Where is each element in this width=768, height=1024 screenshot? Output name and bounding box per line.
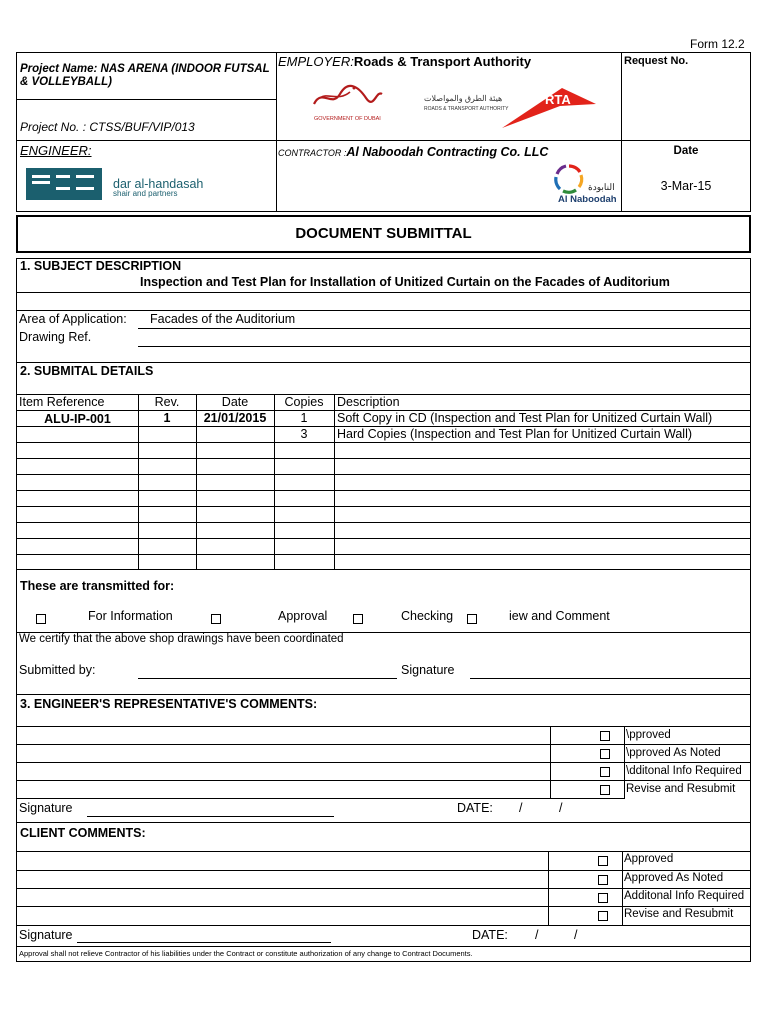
row2-description: Hard Copies (Inspection and Test Plan for Unitized Curtain Wall) xyxy=(337,427,693,441)
date-label: Date xyxy=(673,145,699,157)
client-revise-resubmit-label: Revise and Resubmit xyxy=(624,908,734,920)
project-number: Project No. : CTSS/BUF/VIP/013 xyxy=(20,120,195,134)
review-and-comment-label: iew and Comment xyxy=(509,609,610,623)
submitted-signature-field[interactable] xyxy=(470,678,750,679)
form-number: Form 12.2 xyxy=(690,37,745,51)
col-date: Date xyxy=(221,395,249,409)
eng-approved-label: \pproved xyxy=(626,729,671,741)
client-approved-as-noted-label: Approved As Noted xyxy=(624,872,724,884)
employer-line xyxy=(278,54,531,69)
subject-description: Inspection and Test Plan for Installation of Unitized Curtain on the Facades of Auditorium xyxy=(140,275,670,289)
client-approved-as-noted-checkbox[interactable] xyxy=(598,875,608,885)
approval-label: Approval xyxy=(278,609,328,623)
contractor-label: CONTRACTOR : xyxy=(278,148,347,158)
transmit-heading: These are transmitted for: xyxy=(20,579,175,593)
eng-date-label: DATE: xyxy=(457,801,493,815)
row1-description: Soft Copy in CD (Inspection and Test Plan for Unitized Curtain Wall) xyxy=(337,411,713,425)
checking-label: Checking xyxy=(401,609,454,623)
eng-approved-as-noted-checkbox[interactable] xyxy=(600,749,610,759)
rta-arabic-text: هيئة الطرق والمواصلات xyxy=(424,94,503,103)
client-additional-info-checkbox[interactable] xyxy=(598,893,608,903)
eng-signature-field[interactable] xyxy=(87,816,334,817)
project-name: Project Name: NAS ARENA (INDOOR FUTSAL & VOLLEYBALL) xyxy=(20,63,270,88)
eng-signature-label: Signature xyxy=(19,801,73,815)
rta-logo-mark xyxy=(500,84,598,130)
client-comments-heading: CLIENT COMMENTS: xyxy=(20,826,146,840)
gov-logo-subtext: GOVERNMENT OF DUBAI xyxy=(314,116,381,122)
area-value: Facades of the Auditorium xyxy=(150,312,296,326)
checking-checkbox[interactable] xyxy=(353,614,363,624)
eng-date-sep2: / xyxy=(559,801,563,815)
row2-copies: 3 xyxy=(300,427,308,441)
eng-additional-info-checkbox[interactable] xyxy=(600,767,610,777)
col-description: Description xyxy=(337,395,400,409)
certify-text: We certify that the above shop drawings have been coordinated xyxy=(19,633,344,645)
footer-note: Approval shall not relieve Contractor of his liabilities under the Contract or constitute authorization of any change to Contract Documents. xyxy=(19,949,473,958)
naboodah-logo-mark xyxy=(553,163,585,195)
client-date-sep2: / xyxy=(574,928,578,942)
client-revise-resubmit-checkbox[interactable] xyxy=(598,911,608,921)
employer-name: Roads & Transport Authority xyxy=(353,54,532,69)
submitted-signature-label: Signature xyxy=(401,663,455,677)
submittal-heading: 2. SUBMITAL DETAILS xyxy=(20,364,154,378)
for-information-label: For Information xyxy=(88,609,173,623)
employer-label: EMPLOYER: xyxy=(278,54,354,69)
government-of-dubai-logo xyxy=(310,82,385,112)
date-value: 3-Mar-15 xyxy=(660,179,712,193)
for-information-checkbox[interactable] xyxy=(36,614,46,624)
dar-logo-text: dar al-handasah xyxy=(113,177,204,191)
eng-additional-info-label: \dditonal Info Required xyxy=(626,765,742,777)
submitted-by-field[interactable] xyxy=(138,678,397,679)
client-signature-field[interactable] xyxy=(77,942,331,943)
subject-heading: 1. SUBJECT DESCRIPTION xyxy=(20,259,182,273)
request-no-label: Request No. xyxy=(624,55,689,67)
row1-date: 21/01/2015 xyxy=(203,411,267,425)
area-label: Area of Application: xyxy=(19,312,127,326)
contractor-name: Al Naboodah Contracting Co. LLC xyxy=(346,145,549,159)
eng-approved-as-noted-label: \pproved As Noted xyxy=(626,747,721,759)
row1-item-reference: ALU-IP-001 xyxy=(44,412,111,426)
rta-logo-label: RTA xyxy=(545,92,571,107)
client-additional-info-label: Additonal Info Required xyxy=(624,890,745,902)
eng-revise-resubmit-checkbox[interactable] xyxy=(600,785,610,795)
page-title: DOCUMENT SUBMITTAL xyxy=(295,225,472,242)
client-approved-label: Approved xyxy=(624,853,674,865)
dar-logo-subtext: shair and partners xyxy=(113,189,178,198)
engineer-comments-heading: 3. ENGINEER'S REPRESENTATIVE'S COMMENTS: xyxy=(20,697,318,711)
submitted-by-label: Submitted by: xyxy=(19,663,96,677)
naboodah-english: Al Naboodah xyxy=(558,194,617,205)
eng-date-sep1: / xyxy=(519,801,523,815)
eng-revise-resubmit-label: Revise and Resubmit xyxy=(626,783,736,795)
client-signature-label: Signature xyxy=(19,928,73,942)
col-rev: Rev. xyxy=(154,395,180,409)
contractor-line xyxy=(278,145,548,159)
row1-copies: 1 xyxy=(300,411,308,425)
rta-english-text: ROADS & TRANSPORT AUTHORITY xyxy=(424,106,509,112)
eng-approved-checkbox[interactable] xyxy=(600,731,610,741)
review-and-comment-checkbox[interactable] xyxy=(467,614,477,624)
row1-rev: 1 xyxy=(163,411,171,425)
client-date-label: DATE: xyxy=(472,928,508,942)
approval-checkbox[interactable] xyxy=(211,614,221,624)
drawing-ref-label: Drawing Ref. xyxy=(19,330,92,344)
dar-logo-mark xyxy=(26,168,102,200)
client-approved-checkbox[interactable] xyxy=(598,856,608,866)
engineer-label: ENGINEER: xyxy=(20,143,92,158)
client-date-sep1: / xyxy=(535,928,539,942)
col-item-reference: Item Reference xyxy=(19,395,105,409)
naboodah-arabic: النابودة xyxy=(588,182,615,192)
col-copies: Copies xyxy=(284,395,324,409)
